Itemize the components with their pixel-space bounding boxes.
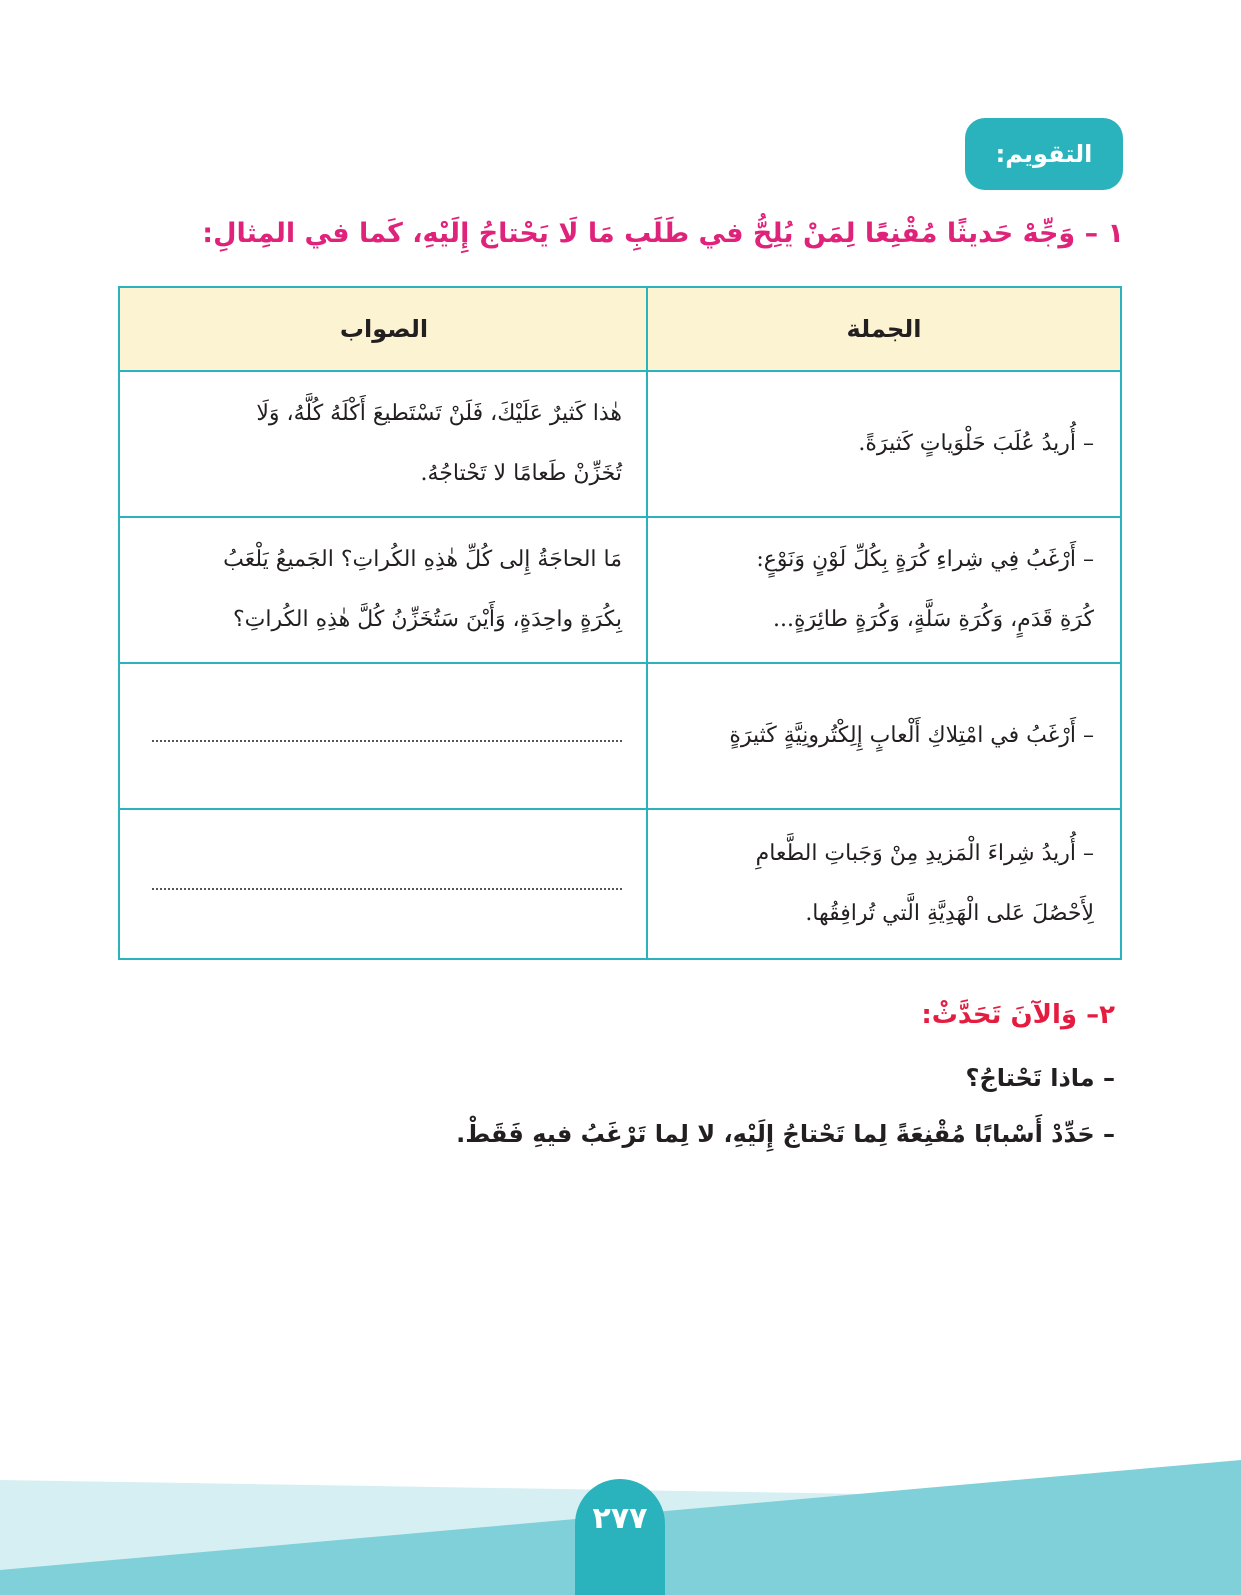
- exercise-table: [118, 286, 1122, 960]
- exercise-2-title: ٢– وَالآنَ تَحَدَّثْ:: [921, 1000, 1115, 1030]
- table-row: [120, 662, 1120, 808]
- sentence-line: – أُريدُ شِراءَ الْمَزيدِ مِنْ وَجَباتِ الطَّعامِ: [755, 841, 1094, 866]
- correct-cell: [120, 372, 648, 516]
- sentence-cell: [646, 518, 1120, 662]
- sentence-line: – أُريدُ عُلَبَ حَلْوَياتٍ كَثيرَةً.: [858, 431, 1094, 456]
- correct-line: تُخَزِّنْ طَعامًا لا تَحْتاجُهُ.: [420, 461, 622, 486]
- answer-cell: [120, 664, 648, 808]
- correct-line: هٰذا كَثيرٌ عَلَيْكَ، فَلَنْ تَسْتَطيعَ أَكْلَهُ كُلَّهُ، وَلَا: [256, 401, 622, 426]
- exercise-2-item: – ماذا تَحْتاجُ؟: [965, 1064, 1115, 1092]
- sentence-cell: [646, 664, 1120, 808]
- sentence-line: لِأَحْصُلَ عَلى الْهَدِيَّةِ الَّتي تُرافِقُها.: [805, 901, 1094, 926]
- sentence-line: – أَرْغَبُ فِي شِراءِ كُرَةٍ بِكُلِّ لَوْنٍ وَنَوْعٍ:: [756, 547, 1094, 572]
- exercise-2-item: – حَدِّدْ أَسْبابًا مُقْنِعَةً لِما تَحْتاجُ إِلَيْهِ، لا لِما تَرْغَبُ فيهِ فَقَطْ.: [456, 1120, 1115, 1148]
- header-sentence: الجملة: [646, 288, 1120, 370]
- correct-line: مَا الحاجَةُ إِلى كُلِّ هٰذِهِ الكُراتِ؟ الجَميعُ يَلْعَبُ: [223, 547, 622, 572]
- correct-line: بِكُرَةٍ واحِدَةٍ، وَأَيْنَ سَتُخَزِّنُ كُلَّ هٰذِهِ الكُراتِ؟: [233, 607, 622, 632]
- correct-cell: [120, 518, 648, 662]
- page-number: ٢٧٧: [575, 1479, 665, 1595]
- sentence-cell: [646, 810, 1120, 958]
- table-row: [120, 808, 1120, 958]
- evaluation-badge: التقويم:: [965, 118, 1123, 190]
- header-correct: الصواب: [339, 315, 429, 343]
- sentence-line: كُرَةِ قَدَمٍ، وَكُرَةِ سَلَّةٍ، وَكُرَةٍ طائِرَةٍ...: [772, 607, 1094, 632]
- sentence-line: – أَرْغَبُ في امْتِلاكِ أَلْعابٍ إِلِكْتُرونِيَّةٍ كَثيرَةٍ: [729, 723, 1094, 748]
- table-header-row: [120, 288, 1120, 370]
- exercise-1-instruction: ١ – وَجِّهْ حَديثًا مُقْنِعًا لِمَنْ يُلِحُّ في طَلَبِ مَا لَا يَحْتاجُ إِلَيْهِ، كَما في المِثالِ:: [202, 218, 1124, 249]
- answer-cell: [120, 810, 648, 958]
- sentence-cell: [646, 372, 1120, 516]
- table-row: [120, 370, 1120, 516]
- answer-blank-line[interactable]: [152, 738, 622, 742]
- table-row: [120, 516, 1120, 662]
- answer-blank-line[interactable]: [152, 886, 622, 890]
